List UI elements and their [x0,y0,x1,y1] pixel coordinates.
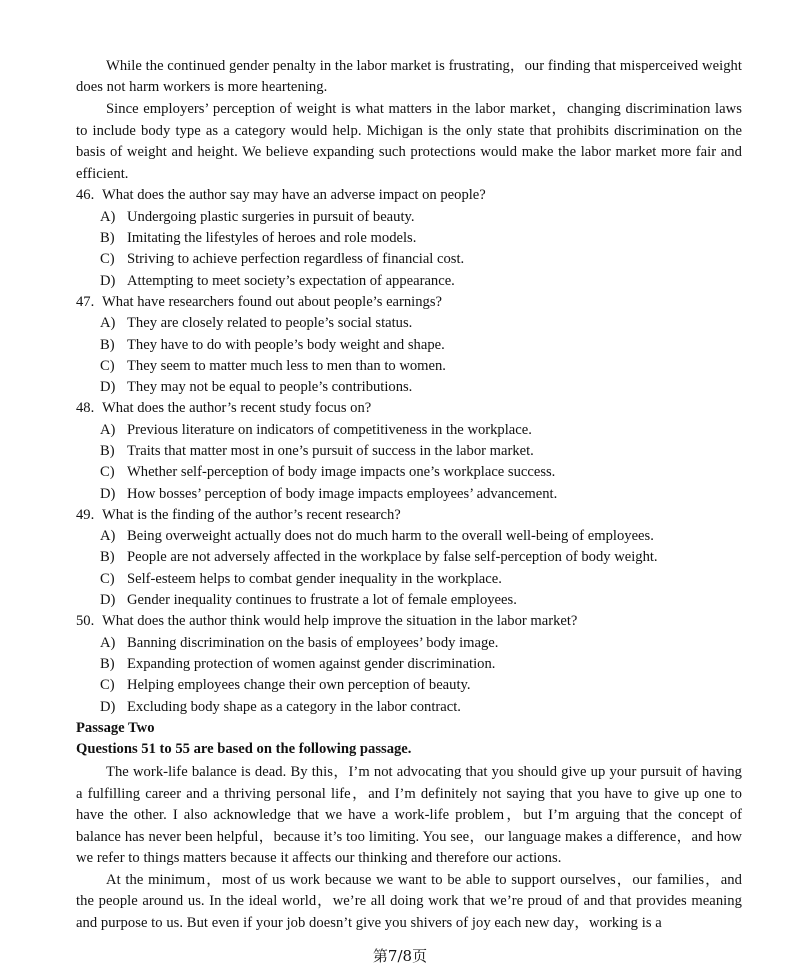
question-47-option-a[interactable] [76,313,742,334]
option-letter: D) [100,485,116,502]
question-46-text: What does the author say may have an adverse impact on people? [102,187,486,204]
option-letter: D) [100,379,116,396]
option-text: Banning discrimination on the basis of employees’ body image. [127,634,499,651]
option-text: Previous literature on indicators of competitiveness in the workplace. [127,421,532,438]
option-text: People are not adversely affected in the workplace by false self-perception of body weight. [127,549,658,566]
question-46-number: 46. [76,187,95,204]
option-text: They may not be equal to people’s contributions. [127,379,413,396]
question-49-number: 49. [76,506,95,523]
question-50-option-d[interactable] [76,697,742,718]
question-48-text: What does the author’s recent study focus on? [102,400,372,417]
question-49-option-c[interactable] [76,569,742,590]
option-letter: C) [100,357,115,374]
option-letter: B) [100,336,115,353]
option-text: They are closely related to people’s social status. [127,315,413,332]
option-text: They seem to matter much less to men than to women. [127,357,446,374]
option-text: Imitating the lifestyles of heroes and role models. [127,230,417,247]
page-number-marker: 第7/8页 [372,947,428,965]
question-50-option-b[interactable] [76,654,742,675]
option-text: Whether self-perception of body image impacts one’s workplace success. [127,464,556,481]
question-47-number: 47. [76,293,95,310]
option-letter: A) [100,528,116,545]
question-block-50 [76,611,742,717]
question-block-46 [76,185,742,291]
question-47-option-c[interactable] [76,356,742,377]
question-49-stem [76,505,742,526]
question-46-option-b[interactable] [76,228,742,249]
option-text: Traits that matter most in one’s pursuit of success in the labor market. [127,443,534,459]
passage-two-instruction: Questions 51 to 55 are based on the following passage. [76,741,412,758]
question-47-option-d[interactable] [76,377,742,398]
option-text: Self-esteem helps to combat gender inequality in the workplace. [127,570,502,587]
question-48-option-a[interactable] [76,420,742,441]
option-letter: A) [100,634,116,651]
option-text: They have to do with people’s body weight and shape. [127,336,445,353]
option-text: Helping employees change their own perception of beauty. [127,677,471,694]
paragraph-employers-perception: Since employers’ perception of weight is what matters in the labor market，changing discrimination laws to include body type as a category would help. Michigan is the only state that prohibits discrimination on the basis of weight and height. We believe expanding such protections would make the labor market more fair and efficient. [76,101,742,182]
option-letter: C) [100,464,115,481]
question-46-option-a[interactable] [76,207,742,228]
question-47-option-b[interactable] [76,335,742,356]
question-50-stem [76,611,742,632]
question-block-48 [76,398,742,504]
question-48-option-b[interactable] [76,441,742,462]
option-letter: B) [100,655,115,672]
question-50-text: What does the author think would help improve the situation in the labor market? [102,613,578,630]
option-text: Attempting to meet society’s expectation of appearance. [127,272,455,289]
passage-two-heading: Passage Two [76,719,155,736]
question-49-text: What is the finding of the author’s recent research? [102,506,401,523]
question-48-option-d[interactable] [76,484,742,505]
option-letter: D) [100,272,116,289]
question-46-stem [76,185,742,206]
question-46-option-c[interactable] [76,249,742,270]
option-text: Gender inequality continues to frustrate a lot of female employees. [127,592,517,609]
page-footer [0,946,800,966]
option-letter: A) [100,208,116,225]
question-49-option-d[interactable] [76,590,742,611]
question-48-option-c[interactable] [76,462,742,483]
passage-two-paragraph-1: The work-life balance is dead. By this，I’m not advocating that you should give up your pursuit of having a fulfilling career and a thriving personal life，and I’m definitely not saying that you have to give up one to have the other. I also acknowledge that we have a work-life problem，but I’m arguing that the concept of balance has never been helpful，because it’s too limiting. You see，our language makes a difference，and how we refer to things matters because it affects our thinking and therefore our actions. [76,764,742,867]
question-48-number: 48. [76,400,95,417]
question-50-option-c[interactable] [76,675,742,696]
option-letter: A) [100,315,116,332]
option-text: Being overweight actually does not do much harm to the overall well-being of employees. [127,528,654,545]
question-48-stem [76,398,742,419]
page-content [76,56,742,935]
option-letter: C) [100,251,115,268]
option-letter: A) [100,421,116,438]
passage-two-paragraph-2: At the minimum，most of us work because we want to be able to support ourselves，our families，and the people around us. In the ideal world，we’re all doing work that we’re proud of and that provides meaning and purpose to us. But even if your job doesn’t give you shivers of joy each new day，working is a [76,871,742,931]
question-46-option-d[interactable] [76,271,742,292]
question-50-number: 50. [76,613,95,630]
option-letter: B) [100,230,115,247]
question-50-option-a[interactable] [76,633,742,654]
option-letter: D) [100,592,116,609]
option-text: Striving to achieve perfection regardless of financial cost. [127,251,465,268]
question-47-text: What have researchers found out about people’s earnings? [102,293,442,310]
question-49-option-a[interactable] [76,526,742,547]
option-text: How bosses’ perception of body image impacts employees’ advancement. [127,485,558,502]
option-letter: C) [100,570,115,587]
option-letter: B) [100,549,115,566]
question-49-option-b[interactable] [76,547,742,568]
question-block-49 [76,505,742,611]
question-block-47 [76,292,742,398]
question-47-stem [76,292,742,313]
option-letter: D) [100,698,116,715]
option-letter: B) [100,443,115,459]
option-text: Excluding body shape as a category in the labor contract. [127,698,461,715]
option-text: Undergoing plastic surgeries in pursuit of beauty. [127,208,415,225]
option-letter: C) [100,677,115,694]
option-text: Expanding protection of women against gender discrimination. [127,655,496,672]
paragraph-gender-penalty: While the continued gender penalty in the labor market is frustrating，our finding that misperceived weight does not harm workers is more heartening. [76,58,742,96]
